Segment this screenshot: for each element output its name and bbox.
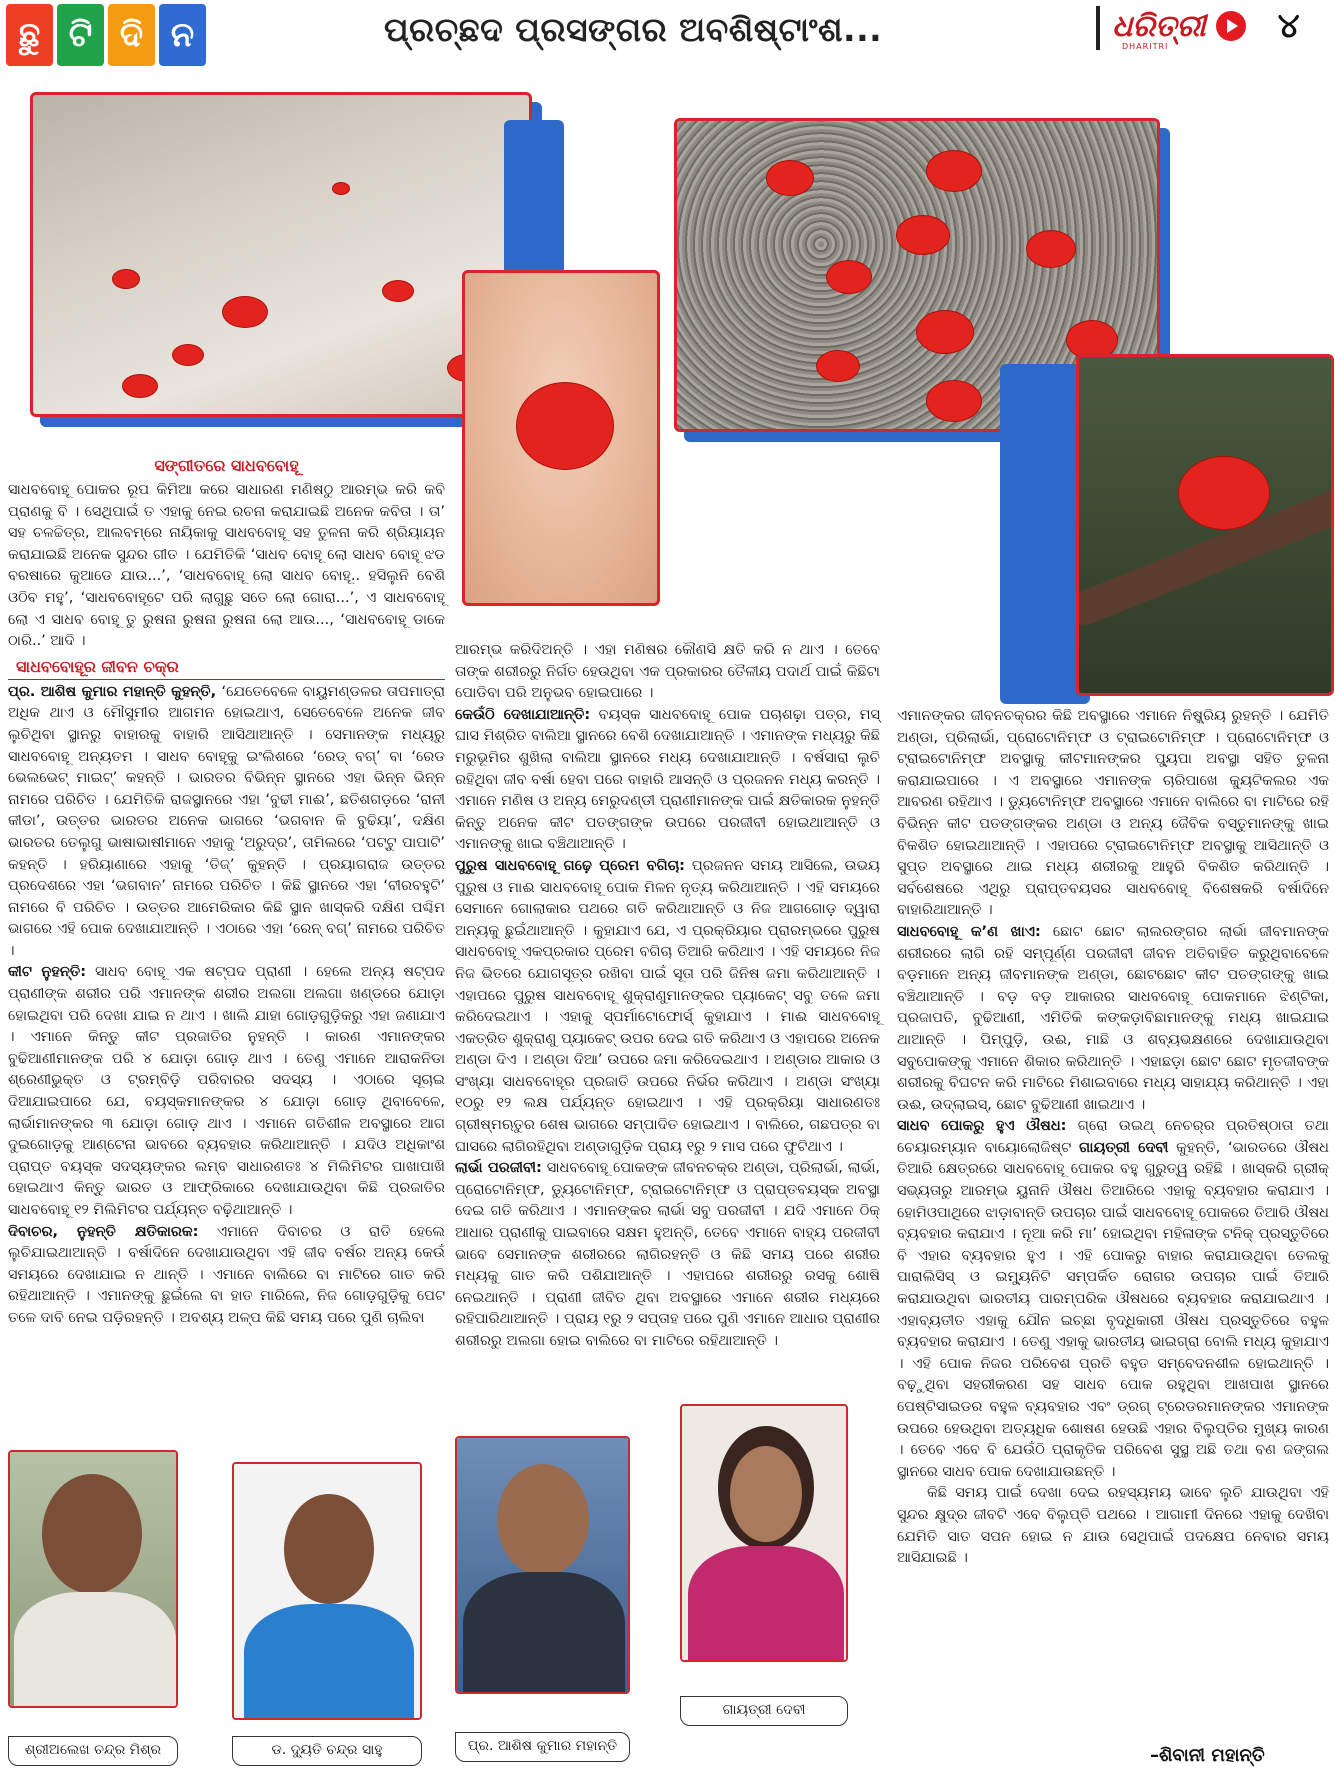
paragraph (455, 705, 880, 856)
paragraph-body: ଏମାନେ ଦିବାଚର ଓ ରାତି ହେଲେ ଲୁଚିଯାଇଥାଆନ୍ତି । ବର୍ଷାଦିନେ ଦେଖାଯାଉଥିବା ଏହି ଜୀବ ବର୍ଷର ଅନ୍ୟ କେଉଁ ସମୟରେ ଦେଖାଯାଇ ନ ଥାନ୍ତି । ଏମାନେ ବାଲିରେ ବା ମାଟିରେ ଗାତ କରି ରହିଥାଆନ୍ତି । ଏମାନଙ୍କୁ ଛୁଇଁଲେ ବା ହାତ ମାରିଲେ, ନିଜ ଗୋଡ଼ଗୁଡ଼ିକୁ ପେଟ ତଳେ ଦାବି ନେଇ ପଡ଼ିରହନ୍ତି । ଅବଶ୍ୟ ଅଳ୍ପ କିଛି ସମୟ ପରେ ପୁଣି ଚାଲିବା (8, 1223, 445, 1326)
portrait-photo (8, 1450, 178, 1708)
portrait-head (497, 1464, 589, 1576)
paragraph-body: ସାଧବବୋହୂ ପୋକଙ୍କ ଜୀବନଚକ୍ର ଅଣ୍ଡା, ପ୍ରିଲାର୍ଭା, ଲାର୍ଭା, ପ୍ରୋଟୋନିମ୍ଫ, ଡ୍ୟୁଟୋନିମ୍ଫ, ଟ୍ରାଇଟୋନିମ୍ଫ ଓ ପ୍ରାପ୍ତବୟସ୍କ ଅବସ୍ଥା ଦେଇ ଗତି କରିଥାଏ । ଏମାନଙ୍କର ଲାର୍ଭା ସବୁ ପରଜୀବୀ । ଯଦି ଏମାନେ ଠିକ୍ ଆଧାର ପ୍ରାଣୀକୁ ପାଇବାରେ ସକ୍ଷମ ହୁଅନ୍ତି, ତେବେ ଏମାନେ ବାହ୍ୟ ପରଜୀବୀ ଭାବେ ସେମାନଙ୍କ ଶରୀରରେ ଲାଗିରହନ୍ତି ଓ କିଛି ସମୟ ପରେ ଶରୀର ମଧ୍ୟକୁ ଗାତ କରି ପଶିଯାଆନ୍ତି । ଏହାପରେ ଶରୀରରୁ ରସକୁ ଶୋଷି ନେଇଥାନ୍ତି । ପ୍ରାଣୀ ଜୀବିତ ଥିବା ଅବସ୍ଥାରେ ଏମାନେ ଶରୀର ମଧ୍ୟରେ ରହିପାରିଥାଆନ୍ତି । ପ୍ରାୟ ୧ରୁ ୨ ସପ୍ତାହ ପରେ ପୁଣି ଏମାନେ ଆଧାର ପ୍ରାଣୀର ଶରୀରରୁ ଅଲଗା ହୋଇ ବାଲିରେ ବା ମାଟିରେ ରହିଥାଆନ୍ତି । (455, 1160, 880, 1349)
article-column-3 (897, 706, 1329, 1570)
mite-shape (917, 311, 973, 353)
paragraph: ଆରମ୍ଭ କରିଦିଅନ୍ତି । ଏହା ମଣିଷର କୌଣସି କ୍ଷତି କରି ନ ଥାଏ । ତେବେ ତାଙ୍କ ଶରୀରରୁ ନିର୍ଗତ ହେଉଥିବା ଏକ ପ୍ରକାରର ତୈଳୀୟ ପଦାର୍ଥ ପାଇଁ କିଛିଟା ପୋଡିବା ପରି ଅନୁଭବ ହୋଇପାରେ । (455, 642, 880, 702)
mite-shape (817, 351, 859, 381)
author-signoff: –ଶିବାନୀ ମହାନ୍ତି (1150, 1745, 1265, 1766)
page-title: ପ୍ରଚ୍ଛଦ ପ୍ରସଙ୍ଗର ଅବଶିଷ୍ଟାଂଶ... (384, 10, 883, 49)
section-heading: ସଙ୍ଗୀତରେ ସାଧବବୋହୂ (154, 456, 299, 475)
paragraph (897, 1116, 1329, 1483)
expert-name: ଗାୟତ୍ରୀ ଦେବୀ (1079, 1139, 1169, 1156)
portrait-body (244, 1604, 414, 1720)
mite-shape (827, 261, 871, 293)
paragraph-body: କୁହନ୍ତି, ‘ଭାରତରେ ଔଷଧ ତିଆରି କ୍ଷେତ୍ରରେ ସାଧବବୋହୂ ପୋକର ବହୁ ଗୁରୁତ୍ୱ ରହିଛି । ଖାସ୍‌କରି ଗ୍ରୀକ୍ ସଭ୍ୟତାରୁ ଆରମ୍ଭ ୟୁନାନି ଔଷଧ ତିଆରିରେ ଏହାକୁ ବ୍ୟବହାର କରାଯାଏ । ହୋମିଓପାଥିରେ ଝାଡ଼ାବାନ୍ତି ଉପଚାର ପାଇଁ ସାଧବବୋହୂ ପୋକରେ ତିଆରି ଔଷଧ ବ୍ୟବହାର କରାଯାଏ । ନୂଆ କରି ମା’ ହୋଇଥିବା ମହିଳାଙ୍କ ଟନିକ୍ ପ୍ରସ୍ତୁତିରେ ବି ଏହାର ବ୍ୟବହାର ହୁଏ । ଏହି ପୋକରୁ ବାହାର କରାଯାଉଥିବା ତେଲକୁ ପାରାଲିସିସ୍ ଓ ଇମ୍ୟୁନିଟି ସମ୍ପର୍କିତ ରୋଗର ଉପଚାର ପାଇଁ ତିଆରି କରାଯାଉଥିବା ଭାରତୀୟ ପାରମ୍ପରିକ ଔଷଧରେ ବ୍ୟବହାର କରାଯାଇଥାଏ । ଏହାବ୍ୟତୀତ ଏହାକୁ ଯୌନ ଇଚ୍ଛା ବୃଦ୍ଧିକାରୀ ଔଷଧ ପ୍ରସ୍ତୁତିରେ ବହୁଳ ବ୍ୟବହାର କରାଯାଏ । ତେଣୁ ଏହାକୁ ଭାରତୀୟ ଭାଇଗ୍ରା ବୋଲି ମଧ୍ୟ କୁହାଯାଏ । ଏହି ପୋକ ନିଜର ପରିବେଶ ପ୍ରତି ବହୁତ ସମ୍ବେଦନଶୀଳ ହୋଇଥାନ୍ତି । ବଢ଼ୁଥିବା ସହରୀକରଣ ସହ ସାଧବ ପୋକ ରହୁଥିବା ଆଖପାଖ ସ୍ଥାନରେ ପେଷ୍ଟିସାଇଡର ବହୁଳ ବ୍ୟବହାର ଏବଂ ଡ୍ରଗ୍ ଟ୍ରେଡରମାନଙ୍କର ଏମାନଙ୍କ ଉପରେ ହେଉଥିବା ଅତ୍ୟଧିକ ଶୋଷଣ ହେଉଛି ଏହାର ବିଲୁପ୍ତିର ମୁଖ୍ୟ କାରଣ । ତେବେ ଏବେ ବି ଯେଉଁଠି ପ୍ରାକୃତିକ ପରିବେଶ ସୁସ୍ଥ ଅଛି ତଥା ବଣ ଜଙ୍ଗଲ ସ୍ଥାନରେ ସାଧବ ପୋକ ଦେଖାଯାଉଛନ୍ତି । (897, 1139, 1330, 1480)
paragraph (455, 856, 880, 1158)
paragraph-lead: ପ୍ର. ଆଶିଷ କୁମାର ମହାନ୍ତି (8, 683, 166, 700)
mite-shape (113, 270, 139, 288)
section-heading: ସାଧବବୋହୂର ଜୀବନ ଚକ୍ର (8, 655, 445, 680)
section-logo (6, 4, 206, 66)
mite-shape (123, 375, 157, 397)
portrait-head (284, 1494, 374, 1604)
paragraph-lead: ପୁରୁଷ ସାଧବବୋହୂ ଗଢ଼େ ପ୍ରେମ ବଗିଚା: (455, 857, 685, 874)
paragraph: କିଛି ସମୟ ପାଇଁ ଦେଖା ଦେଇ ରହସ୍ୟମୟ ଭାବେ ଲୁଚି ଯାଉଥିବା ଏହି ସୁନ୍ଦର କ୍ଷୁଦ୍ର ଜୀବଟି ଏବେ ବିଲୁପ୍ତି ପଥରେ । ଆଗାମୀ ଦିନରେ ଏହାକୁ ଦେଖିବା ଯେମିତି ସାତ ସପନ ହୋଇ ନ ଯାଉ ସେଥିପାଇଁ ପଦକ୍ଷେପ ନେବାର ସମୟ ଆସିଯାଇଛି । (897, 1485, 1329, 1567)
portrait-caption: ଶ୍ରୀଅଲେଖ ଚନ୍ଦ୍ର ମିଶ୍ର (24, 1742, 162, 1758)
mite-shape (1027, 231, 1075, 267)
portrait-head (42, 1474, 142, 1594)
paragraph-lead: କେଉଁଠି ଦେଖାଯାଆନ୍ତି: (455, 706, 591, 723)
paragraph-body: ଗ୍ରୋ ଉଇଥ୍ ନେଚର୍‌ର ପ୍ରତିଷ୍ଠାତା ତଥା ଚେୟାରମ୍ୟାନ ବାୟୋଲୋଜିଷ୍ଟ (897, 1118, 1329, 1156)
article-column-1 (8, 452, 445, 1330)
portrait-photo (232, 1462, 422, 1720)
portrait-body (14, 1592, 176, 1708)
paragraph-body: ବୟସ୍କ ସାଧବବୋହୂ ପୋକ ପଚାଶଢ଼ା ପତ୍ର, ମସ୍ ଘାସ ମିଶ୍ରିତ ବାଲିଆ ସ୍ଥାନରେ ବେଶି ଦେଖାଯାଆନ୍ତି । ଏମାନଙ୍କ ମଧ୍ୟରୁ କିଛି ମରୁଭୂମିର ଶୁଖିଲା ବାଲିଆ ସ୍ଥାନରେ ମଧ୍ୟ ଦେଖାଯାଆନ୍ତି । ବର୍ଷସାରା ଲୁଚି ରହିଥିବା ଜୀବ ବର୍ଷା ହେବା ପରେ ବାହାରି ଆସନ୍ତି ଓ ପ୍ରଜନନ ମଧ୍ୟ କରନ୍ତି । ଏମାନେ ମଣିଷ ଓ ଅନ୍ୟ ମେରୁଦଣ୍ଡୀ ପ୍ରାଣୀମାନଙ୍କ ପାଇଁ କ୍ଷତିକାରକ ନୁହନ୍ତି କିନ୍ତୁ ଅନେକ କୀଟ ପତଙ୍ଗଙ୍କ ଉପରେ ପରଜୀବୀ ହୋଇଥାଆନ୍ତି ଓ ଏମାନଙ୍କୁ ଖାଇ ବଞ୍ଚିଥାଆନ୍ତି । (455, 706, 880, 853)
brand-block (1100, 6, 1300, 46)
portrait-body (463, 1572, 625, 1694)
portrait-caption: ଗାୟତ୍ରୀ ଦେବୀ (722, 1702, 806, 1718)
paragraph-lead: ଦିବାଚର, ନୁହନ୍ତି କ୍ଷତିକାରକ: (8, 1223, 199, 1240)
mite-shape (767, 161, 813, 195)
portrait-photo (680, 1404, 848, 1662)
paragraph-body: ଛୋଟ ଛୋଟ ଲାଲରଙ୍ଗର ଲାର୍ଭା ଜୀବମାନଙ୍କ ଶରୀରରେ ଲାଗି ରହି ସମ୍ପୂର୍ଣ୍ଣ ପରଜୀବୀ ଜୀବନ ଅତିବାହିତ କରୁଥିବାବେଳେ ବଡ଼ମାନେ ଅନ୍ୟ ଜୀବମାନଙ୍କ ଅଣ୍ଡା, ଛୋଟଛୋଟ କୀଟ ପତଙ୍ଗଙ୍କୁ ଖାଇ ବଞ୍ଚିଥାଆନ୍ତି । ବଡ଼ ବଡ଼ ଆକାରର ସାଧବବୋହୂ ପୋକମାନେ ଝିଣ୍ଟିକା, ପ୍ରଜାପତି, ବୁଢିଆଣୀ, ଏମିତିକି କଙ୍କଡ଼ାବିଛାମାନଙ୍କୁ ମଧ୍ୟ ଖାଇଯାଇ ଥାଆନ୍ତି । ପିମ୍ପୁଡ଼ି, ଉଈ, ମାଛି ଓ ଶବ୍ୟଭକ୍ଷଣରେ ଦେଖାଯାଉଥିବା ସବୁପୋକଙ୍କୁ ଏମାନେ ଶିକାର କରିଥାନ୍ତି । ଏହାଛଡ଼ା ଛୋଟ ଛୋଟ ମୃତଜୀବଙ୍କ ଶରୀରକୁ ବିଘଟନ କରି ମାଟିରେ ମିଶାଇବାରେ ମଧ୍ୟ ସାହାଯ୍ୟ କରିଥାନ୍ତି । ଏହା ଉଈ, ଉଦ୍ଲାଇସ୍, ଛୋଟ ବୁଢିଆଣୀ ଖାଇଥାଏ । (897, 923, 1330, 1113)
play-icon (1216, 11, 1246, 41)
page-number: ୪ (1277, 6, 1300, 46)
brand-logo: ଧରିତ୍ରୀ (1112, 8, 1206, 44)
photo-mites-on-sand (30, 92, 532, 417)
paragraph-lead: ସାଧବ ପୋକରୁ ହୁଏ ଔଷଧ: (897, 1118, 1067, 1135)
mite-shape (927, 381, 981, 421)
mite-shape (383, 281, 413, 301)
portrait-caption: ପ୍ର. ଆଶିଷ କୁମାର ମହାନ୍ତି (467, 1738, 618, 1754)
paragraph (8, 682, 445, 963)
paragraph: ସାଧବବୋହୂ ପୋକର ରୂପ କିମିଆ କରେ ସାଧାରଣ ମଣିଷଠୁ ଆରମ୍ଭ କରି କବି ପ୍ରାଣକୁ ବି । ସେଥିପାଇଁ ତ ଏହାକୁ ନେଇ ରଚନା କରାଯାଇଛି ଅନେକ କବିତା । ତା’ ସହ ଚଳଚ୍ଚିତ୍ର, ଆଲବମ୍‌ରେ ନାୟିକାକୁ ସାଧବବୋହୂ ସହ ତୁଳନା କରି ଶ୍ରିୟାୟନ କରାଯାଇଛି ଅନେକ ସୁନ୍ଦର ଗୀତ । ଯେମିତିକି ‘ସାଧବ ବୋହୂ ଲୋ ସାଧବ ବୋହୂ ଝଡ ବରଷାରେ କୁଆଡେ ଯାଉ...’, ‘ସାଧବବୋହୂ ଲୋ ସାଧବ ବୋହୂ.. ହସିଲୁନି ବେଶି ଓଠିବ ମହୁ’, ‘ସାଧବବୋହୂଟେ ପରି ଲାଗୁଛୁ ସତେ ଲୋ ଗୋରା...’, ଏ ସାଧବବୋହୂ ଲୋ ଏ ସାଧବ ବୋହୂ ତୁ ରୁଷନା ରୁଷନା ରୁଷନା ଲୋ ଆଉ..., ‘ସାଧବବୋହୂ ଡାକେ ଠାରି..’ ଆଦି । (8, 482, 445, 650)
paragraph: ଏମାନଙ୍କର ଜୀବନଚକ୍ରର କିଛି ଅବସ୍ଥାରେ ଏମାନେ ନିଷ୍କ୍ରିୟ ରୁହନ୍ତି । ଯେମିତି ଅଣ୍ଡା, ପ୍ରିଲାର୍ଭା, ପ୍ରୋଟୋନିମ୍ଫ ଓ ଟ୍ରାଇଟୋନିମ୍ଫ । ପ୍ରୋଟୋନିମ୍ଫ ଓ ଟ୍ରାଇଟୋନିମ୍ଫ ଅବସ୍ଥାକୁ କୀଟମାନଙ୍କର ପ୍ୟୁପା ଅବସ୍ଥା ସହିତ ତୁଳନା କରାଯାଇପାରେ । ଏ ଅବସ୍ଥାରେ ଏମାନଙ୍କ ଚାରିପାଖେ କ୍ୟୁଟିକଲର ଏକ ଆବରଣ ରହିଥାଏ । ଡ୍ୟୁଟୋନିମ୍ଫ ଅବସ୍ଥାରେ ଏମାନେ ବାଲିରେ ବା ମାଟିରେ ରହି ବିଭିନ୍ନ କୀଟ ପତଙ୍ଗଙ୍କର ଅଣ୍ଡା ଓ ଅନ୍ୟ ଜୈବିକ ବସ୍ତୁମାନଙ୍କୁ ଖାଇ ବିକଶିତ ହୋଇଥାଆନ୍ତି । ଏହାପରେ ଟ୍ରାଇଟୋନିମ୍ଫ ଅବସ୍ଥାକୁ ଆସିଥାନ୍ତି ଓ ସୁପ୍ତ ଅବସ୍ଥାରେ ଥାଇ ମଧ୍ୟ ଶରୀରକୁ ଆହୁରି ବିକଶିତ କରିଥାନ୍ତି । ସର୍ବଶେଷରେ ଏଥିରୁ ପ୍ରାପ୍ତବୟସର ସାଧବବୋହୂ ବିଶେଷକରି ବର୍ଷାଦିନେ ବାହାରିଥାଆନ୍ତି । (897, 708, 1329, 919)
article-column-2 (455, 640, 880, 1353)
paragraph-body: ସାଧବ ବୋହୂ ଏକ ଷଟ୍‌ପଦ ପ୍ରାଣୀ । ହେଲେ ଅନ୍ୟ ଷଟ୍‌ପଦ ପ୍ରାଣୀଙ୍କ ଶରୀର ପରି ଏମାନଙ୍କ ଶରୀର ଅଲଗା ଅଲଗା ଖଣ୍ଡରେ ଯୋଡ଼ା ହୋଇଥିବା ପରି ଦେଖା ଯାଇ ନ ଥାଏ । ଖାଲି ଯାହା ଗୋଡ଼ଗୁଡ଼ିକରୁ ଏହା ଜଣାଯାଏ । ଏମାନେ କିନ୍ତୁ କୀଟ ପ୍ରଜାତିର ନୁହନ୍ତି । କାରଣ ଏମାନଙ୍କର ବୁଢିଆଣୀମାନଙ୍କ ପରି ୪ ଯୋଡ଼ା ଗୋଡ଼ ଥାଏ । ତେଣୁ ଏମାନେ ଆରାକନିଡା ଶ୍ରେଣୀଭୁକ୍ତ ଓ ଟ୍ରମ୍ବିଡ଼ି ପରିବାରର ସଦସ୍ୟ । ଏଠାରେ ସୂଚାଇ ଦିଆଯାଇପାରେ ଯେ, ବୟସ୍କମାନଙ୍କର ୪ ଯୋଡ଼ା ଗୋଡ଼ ଥିବାବେଳେ, ଲାର୍ଭାମାନଙ୍କର ୩ ଯୋଡ଼ା ଗୋଡ଼ ଥାଏ । ଏମାନେ ଗତିଶୀଳ ଅବସ୍ଥାରେ ଆଗ ଦୁଇଗୋଡ଼କୁ ଆଣ୍ଟେନା ଭାବରେ ବ୍ୟବହାର କରିଥାଆନ୍ତି । ଯଦିଓ ଅଧିକାଂଶ ପ୍ରାପ୍ତ ବୟସ୍କ ସଦସ୍ୟଙ୍କର ଲମ୍ବ ସାଧାରଣତଃ ୪ ମିଲିମିଟର ପାଖାପାଖି ହୋଇଥାଏ କିନ୍ତୁ ଭାରତ ଓ ଆଫ୍ରିକାରେ ଦେଖାଯାଉଥିବା କିଛି ପ୍ରଜାତିର ସାଧବବୋହୂ ୧୨ ମିଲିମିଟର ପର୍ଯ୍ୟନ୍ତ ବଢ଼ିଥାଆନ୍ତି । (8, 964, 445, 1218)
portrait-photo (455, 1436, 630, 1694)
logo-letter: ଛୁ (6, 4, 53, 66)
mite-shape (927, 151, 981, 191)
paragraph-lead: କୀଟ ନୁହନ୍ତି: (8, 964, 86, 981)
paragraph-body: ‘ଯେତେବେଳେ ବାୟୁମଣ୍ଡଳର ତାପମାତ୍ରା ଅଧିକ ଥାଏ ଓ ମୌସୁମୀର ଆଗମନ ହୋଇଥାଏ, ସେତେବେଳେ ଅନେକ ଜୀବ ଲୁଚିଥିବା ସ୍ଥାନରୁ ବାହାରକୁ ବାହାରି ଆସିଥାଆନ୍ତି । ସେମାନଙ୍କ ମଧ୍ୟରୁ ସାଧବବୋହୂ ଅନ୍ୟତମ । ସାଧବ ବୋହୂକୁ ଇଂଲିଶରେ ‘ରେଡ୍ ବଗ୍’ ବା ‘ରେଡ ଭେଲଭେଟ୍ ମାଇଟ୍’ କହନ୍ତି । ଭାରତର ବିଭିନ୍ନ ସ୍ଥାନରେ ଏହା ଭିନ୍ନ ଭିନ୍ନ ନାମରେ ପରିଚିତ । ଯେମିତିକି ରାଜସ୍ଥାନରେ ଏହା ‘ବୁଢୀ ମାଈ’, ଛତିଶଗଡ଼ରେ ‘ରାନୀ କୀଡା’, ଉତ୍ତର ଭାରତର ଅନେକ ଭାଗରେ ‘ଭଗବାନ କି ବୁଢିୟା’, ଦକ୍ଷିଣ ଭାରତର ତେଲୁଗୁ ଭାଷାଭାଷୀମାନେ ଏହାକୁ ‘ଅରୁଦ୍ର’, ତାମିଲରେ ‘ପଟ୍ଟୁ ପାପାଟି’ କହନ୍ତି । ହରିୟାଣାରେ ଏହାକୁ ‘ତିଜ୍’ କୁହନ୍ତି । ପ୍ରୟାଗରାଜ ଉତ୍ତର ପ୍ରଦେଶରେ ଏହା ‘ଭଗବାନ’ ନାମରେ ପରିଚିତ । କିଛି ସ୍ଥାନରେ ଏହା ‘ବୀରବହୁଟି’ ନାମରେ ବି ପରିଚିତ । ଉତ୍ତର ଆମେରିକାର କିଛି ସ୍ଥାନ ଖାସ୍‌କରି ଦକ୍ଷିଣ ପଶ୍ଚିମ ଭାଗରେ ଏହି ପୋକ ଦେଖାଯାଆନ୍ତି । ଏଠାରେ ଏହା ‘ରେନ୍ ବଗ୍’ ନାମରେ ପରିଚିତ । (8, 683, 446, 959)
paragraph (897, 922, 1329, 1116)
mite-shape (1179, 457, 1269, 529)
photo-mite-on-finger (462, 270, 660, 606)
mite-shape (333, 183, 349, 194)
logo-letter: ଟି (57, 4, 104, 66)
mite-shape (897, 216, 949, 254)
paragraph-body: ପ୍ରଜନନ ସମୟ ଆସିଲେ, ଉଭୟ ପୁରୁଷ ଓ ମାଈ ସାଧବବୋହୂ ପୋକ ମିଳନ ନୃତ୍ୟ କରିଥାଆନ୍ତି । ଏହି ସମୟରେ ସେମାନେ ଗୋଲାକାର ପଥରେ ଗତି କରିଥାଆନ୍ତି ଓ ନିଜ ଆଗଗୋଡ଼ ଦ୍ୱାରା ଅନ୍ୟକୁ ଛୁଇଁଥାଆନ୍ତି । କୁହାଯାଏ ଯେ, ଏ ପ୍ରକ୍ରିୟାର ପ୍ରାରମ୍ଭରେ ପୁରୁଷ ସାଧବବୋହୂ ଏକପ୍ରକାର ପ୍ରେମ ବଗିଚା ତିଆରି କରିଥାଏ । ଏହି ସମୟରେ ନିଜ ନିଜ ଭିତରେ ଯୋଗସୂତ୍ର ରଖିବା ପାଇଁ ସୂତା ପରି ଜିନିଷ ଜମା କରିଥାଆନ୍ତି । ଏହାପରେ ପୁରୁଷ ସାଧବବୋହୂ ଶୁକ୍ରାଣୁମାନଙ୍କର ପ୍ୟାକେଟ୍ ସବୁ ତଳେ ଜମା କରିଦେଇଥାଏ । ଏହାକୁ ସ୍ପର୍ମାଟୋଫୋର୍ସ୍ କୁହାଯାଏ । ମାଈ ସାଧବବୋହୂ ଏକତ୍ରିତ ଶୁକ୍ରାଣୁ ପ୍ୟାକେଟ୍ ଉପର ଦେଇ ଗତି କରିଥାଏ ଓ ଏହାପରେ ଅନେକ ଅଣ୍ଡା ଦିଏ । ଅଣ୍ଡା ଦିଆ’ ଉପରେ ଜମା କରିଦେଇଥାଏ । ଅଣ୍ଡାର ଆକାର ଓ ସଂଖ୍ୟା ସାଧବବୋହୂର ପ୍ରଜାତି ଉପରେ ନିର୍ଭର କରିଥାଏ । ଅଣ୍ଡା ସଂଖ୍ୟା ୧୦ରୁ ୧୨ ଲକ୍ଷ ପର୍ଯ୍ୟନ୍ତ ହୋଇଥାଏ । ଏହି ପ୍ରକ୍ରିୟା ସାଧାରଣତଃ ଗ୍ରୀଷ୍ମଋତୁର ଶେଷ ଭାଗରେ ସମ୍ପାଦିତ ହୋଇଥାଏ । ବାଲିରେ, ଗଛପତ୍ର ବା ଘାସରେ ଲାଗିରହିଥିବା ଅଣ୍ଡାଗୁଡ଼ିକ ପ୍ରାୟ ୧ରୁ ୨ ମାସ ପରେ ଫୁଟିଥାଏ । (455, 857, 880, 1155)
portrait-body (688, 1546, 844, 1662)
logo-letter: ଦି (108, 4, 155, 66)
logo-letter: ନ (159, 4, 206, 66)
brand-subtitle: DHARITRI (1122, 42, 1169, 51)
paragraph-lead: ଲାର୍ଭା ପରଜୀବୀ: (455, 1160, 542, 1177)
mite-shape (517, 383, 613, 469)
paragraph (455, 1158, 880, 1352)
mite-shape (223, 297, 267, 327)
mite-shape (173, 345, 203, 365)
page-header (0, 0, 1335, 66)
paragraph-lead: ସାଧବବୋହୂ କ’ଣ ଖାଏ: (897, 923, 1041, 940)
paragraph (8, 962, 445, 1221)
portrait-face (730, 1446, 802, 1542)
photo-mite-on-branch (1076, 354, 1334, 696)
paragraph-lead-tail: କୁହନ୍ତି, (165, 683, 222, 700)
paragraph (8, 1222, 445, 1330)
portrait-caption: ଡ. ଦ୍ୟୁତି ଚନ୍ଦ୍ର ସାହୁ (271, 1742, 383, 1758)
